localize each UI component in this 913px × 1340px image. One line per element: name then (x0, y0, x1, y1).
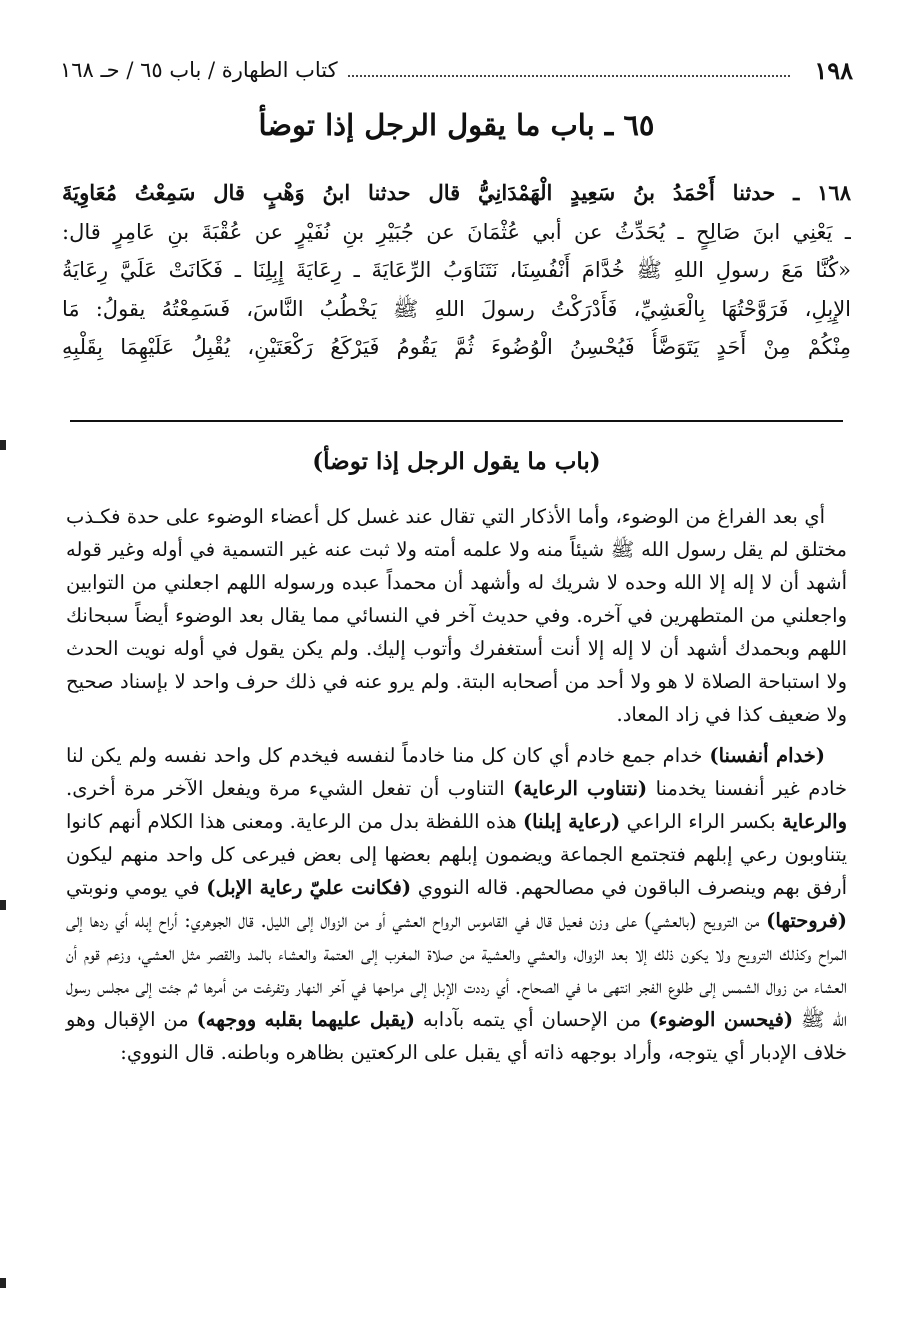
page-number: ١٩٨ (814, 55, 853, 85)
page-header (60, 52, 853, 88)
commentary-paragraph: أي بعد الفراغ من الوضوء، وأما الأذكار التي تقال عند غسل كل أعضاء الوضوء على حدة فكـذب مختلق لم يقل رسول الله ﷺ شيئاً منه ولا علمه أمته ولا ثبت عنه غير التسمية في أوله وغير قوله أشهد أن لا إله إلا الله وحده لا شريك له وأشهد أن محمداً عبده ورسوله اللهم اجعلني من التوابين واجعلني من المتطهرين في آخره. وفي حديث آخر في النسائي مما يقال بعد الوضوء أيضاً سبحانك اللهم وبحمدك أشهد أن لا إله إلا أنت أستغفرك وأتوب إليك. ولم يكن يقول في أوله نويت الحدث ولا استباحة الصلاة لا هو ولا أحد من أصحابه البتة. ولم يرو عنه في ذلك حرف واحد لا بإسناد صحيح ولا ضعيف كذا في زاد المعاد. (66, 505, 847, 726)
commentary-text: هذه اللفظة بدل من الرعاية. ومعنى هذا الكلام أنهم كانوا يتناوبون رعي إبلهم فتجتمع الجماعة ويضمون إبلهم بعضها إلى بعض فيرعى كل واحد منهم ليكون أرفق بهم وينصرف الباقون في مصالحهم. قاله النووي (66, 810, 847, 899)
commentary-body (66, 500, 847, 1077)
hadith-line: ١٦٨ ـ حدثنا أَحْمَدُ بنُ سَعِيدٍ الْهَمْدَانِيُّ قال حدثنا ابنُ وَهْبٍ قال سَمِعْتُ مُعَاوِيَةَ (62, 180, 851, 205)
scan-edge-mark (0, 440, 6, 450)
commentary-text: في يومي ونوبتي (66, 876, 207, 899)
commentary-term: والرعاية (782, 810, 847, 833)
commentary-text: بكسر الراء الراعي (620, 810, 782, 833)
chapter-title: ٦٥ ـ باب ما يقول الرجل إذا توضأ (258, 108, 655, 142)
hadith-line: مِنْكُمْ مِنْ أَحَدٍ يَتَوَضَّأُ فَيُحْسِنُ الْوُضُوءَ ثُمَّ يَقُومُ فَيَرْكَعُ رَكْعَتَيْنِ، يُقْبِلُ عَلَيْهِمَا بِقَلْبِهِ (62, 335, 851, 359)
scan-edge-mark (0, 900, 6, 910)
commentary-text: من الترويح (بالعشي) على وزن فعيل قال في القاموس الرواح العشي أو من الزوال إلى الليل. قال الجوهري: أراح إبله أي ردها إلى المراح وكذلك الترويح ولا يكون ذلك إلا بعد الزوال، والعشي والعشية من صلاة المغرب إلى العتمة والعشاء بالمد والقصر مثل العشي، وزعم قوم أن العشاء من زوال الشمس إلى طلوع الفجر انتهى ما في الصحاح. أي رددت الإبل إلى مراحها في آخر النهار وتفرغت من أمرها ثم جئت إلى مجلس رسول الله ﷺ (66, 909, 848, 1031)
commentary-text: التناوب أن تفعل الشيء مرة ويفعل الآخر مرة أخرى. (66, 777, 514, 800)
hadith-line: «كُنَّا مَعَ رسولِ اللهِ ﷺ خُدَّامَ أَنْفُسِنَا، نَتَنَاوَبُ الرِّعَايَةَ ـ رِعَايَةَ إِبِلِنَا ـ فَكَانَتْ عَلَيَّ رِعَايَةُ (62, 258, 851, 282)
commentary-text: خدام جمع خادم أي كان كل منا خادماً لنفسه فيخدم كل واحد نفسه ولم يكن لنا خادم غير أنفسنا يخدمنا (66, 744, 847, 800)
commentary-term: (يقبل عليهما بقلبه ووجهه) (196, 1008, 415, 1031)
commentary-title: (باب ما يقول الرجل إذا توضأ) (312, 448, 601, 475)
hadith-line: الإِبِلِ، فَرَوَّحْتُهَا بِالْعَشِيِّ، فَأَدْرَكْتُ رسولَ اللهِ ﷺ يَخْطُبُ النَّاسَ، فَسَمِعْتُهُ يقولُ: مَا (62, 296, 851, 321)
section-divider (70, 420, 843, 422)
hadith-line: ـ يَعْنِي ابنَ صَالِحٍ ـ يُحَدِّثُ عن أبي عُثْمَانَ عن جُبَيْرِ بنِ نُفَيْرٍ عن عُقْبَةَ بنِ عَامِرٍ قال: (62, 219, 851, 244)
commentary-text: من الإحسان أي يتمه بآدابه (415, 1008, 649, 1031)
commentary-term: (فروحتها) (766, 909, 847, 932)
commentary-term: (فكانت عليّ رعاية الإبل) (206, 876, 412, 899)
hadith-text (62, 174, 851, 367)
running-title: كتاب الطهارة / باب ٦٥ / حـ ١٦٨ (60, 58, 338, 82)
commentary-term: (رعاية إبلنا) (522, 810, 621, 833)
commentary-term: (نتناوب الرعاية) (513, 777, 648, 800)
commentary-term: (خدام أنفسنا) (709, 744, 825, 767)
scan-edge-mark (0, 1278, 6, 1288)
commentary-paragraph (66, 739, 847, 1069)
commentary-text: من الإقبال وهو خلاف الإدبار أي يتوجه، وأراد بوجهه ذاته أي يقبل على الركعتين بظاهره وباطنه. قال النووي: (66, 1008, 847, 1064)
header-dotted-leader (348, 75, 791, 77)
commentary-term: (فيحسن الوضوء) (648, 1008, 794, 1031)
